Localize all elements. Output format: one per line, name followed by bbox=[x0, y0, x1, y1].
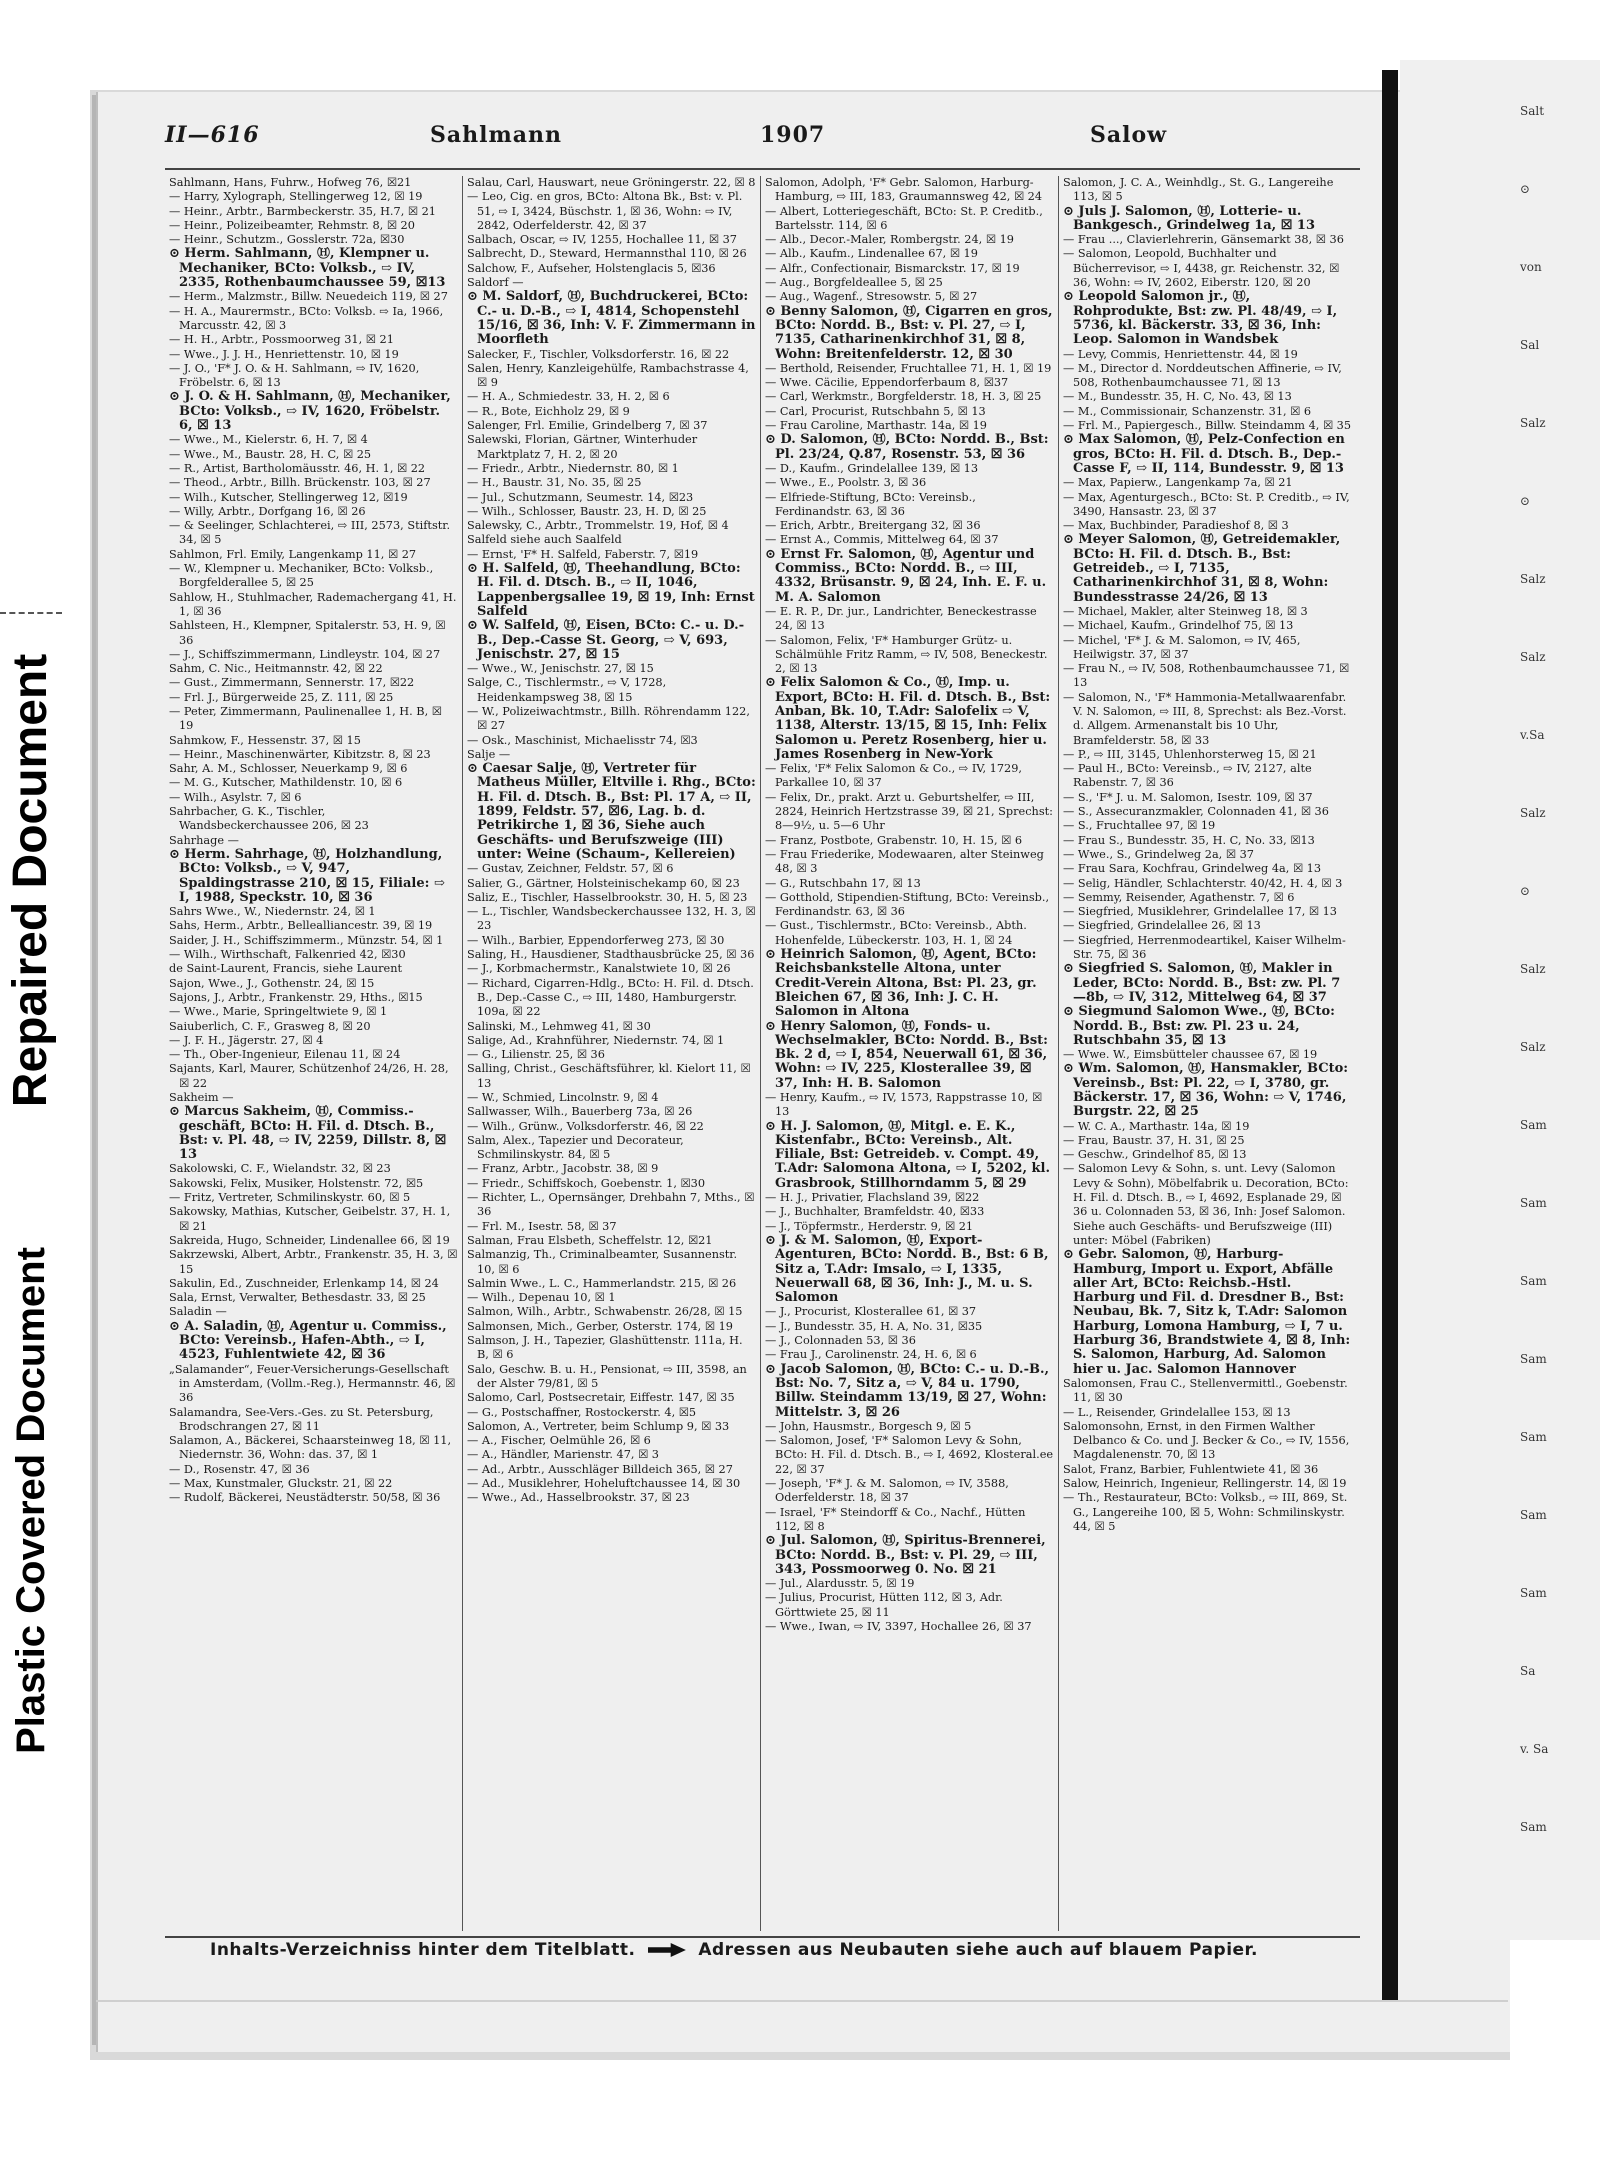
directory-entry: — Salomon, Josef, 'F* Salomon Levy & Sohn, BCto: H. Fil. d. Dtsch. B., ⇨ I, 4692, Klosteral.ee 22, ☒ 37 bbox=[765, 1434, 1054, 1476]
directory-entry: Sala, Ernst, Verwalter, Bethesdastr. 33, ☒ 25 bbox=[169, 1291, 426, 1305]
footer-address-note: Adressen aus Neubauten siehe auch auf blauem Papier. bbox=[698, 1940, 1258, 1960]
directory-entry: ⊙ Benny Salomon, Ⓗ, Cigarren en gros, BCto: Nordd. B., Bst: v. Pl. 27, ⇨ I, 7135, Catharinenkirchhof 31, ☒ 8, Wohn: Breitenfelderstr. 12, ☒ 30 bbox=[765, 304, 1053, 362]
directory-entry: — Leo, Cig. en gros, BCto: Altona Bk., Bst: v. Pl. 51, ⇨ I, 3424, Büschstr. 1, ☒ 36, Wohn: ⇨ IV, 2842, Oderfelderstr. 42, ☒ 37 bbox=[467, 190, 743, 232]
directory-entry: — R., Artist, Bartholomäusstr. 46, H. 1, ☒ 22 bbox=[169, 461, 426, 475]
directory-entry: Sahlmann, Hans, Fuhrw., Hofweg 76, ☒21 bbox=[169, 176, 412, 189]
directory-entry: — S., Assecuranzmakler, Colonnaden 41, ☒ 36 bbox=[1063, 805, 1329, 819]
page-binding-edge bbox=[1382, 70, 1398, 2000]
directory-entry: — H., Baustr. 31, No. 35, ☒ 25 bbox=[467, 476, 642, 490]
pointing-hand-icon bbox=[648, 1943, 686, 1957]
directory-entry: — Frau Caroline, Marthastr. 14a, ☒ 19 bbox=[765, 419, 987, 433]
directory-entry: — Jul., Schutzmann, Seumestr. 14, ☒23 bbox=[467, 490, 694, 504]
directory-entry: ⊙ A. Saladin, Ⓗ, Agentur u. Commiss., BCto: Vereinsb., Hafen-Abth., ⇨ I, 4523, Fuhlentwiete 42, ☒ 36 bbox=[169, 1319, 447, 1363]
directory-entry: ⊙ Henry Salomon, Ⓗ, Fonds- u. Wechselmakler, BCto: Nordd. B., Bst: Bk. 2 d, ⇨ I, 854, Neuerwall 61, ☒ 36, Wohn: ⇨ IV, 225, Klosterallee 39, ☒ 37, Inh: H. B. Salomon bbox=[765, 1019, 1048, 1091]
directory-entry: — J., Colonnaden 53, ☒ 36 bbox=[765, 1334, 916, 1348]
directory-entry: — Selig, Händler, Schlachterstr. 40/42, H. 4, ☒ 3 bbox=[1063, 876, 1343, 890]
directory-entry: — Harry, Xylograph, Stellingerweg 12, ☒ 19 bbox=[169, 190, 423, 204]
directory-entry: Salmonsen, Mich., Gerber, Osterstr. 174, ☒ 19 bbox=[467, 1319, 733, 1333]
directory-entry: — J., Schiffszimmermann, Lindleystr. 104, ☒ 27 bbox=[169, 647, 441, 661]
directory-entry: — Frl. J., Bürgerweide 25, Z. 111, ☒ 25 bbox=[169, 690, 394, 704]
directory-entry: Salman, Frau Elsbeth, Scheffelstr. 12, ☒21 bbox=[467, 1233, 713, 1247]
directory-entry: — Aug., Borgfeldeallee 5, ☒ 25 bbox=[765, 276, 943, 290]
directory-entry: Sakowski, Felix, Musiker, Holstenstr. 72, ☒5 bbox=[169, 1176, 424, 1190]
directory-entry: — Wwe., J. J. H., Henriettenstr. 10, ☒ 19 bbox=[169, 347, 399, 361]
directory-entry: — Elfriede-Stiftung, BCto: Vereinsb., Ferdinandstr. 63, ☒ 36 bbox=[765, 490, 976, 518]
footer-rule bbox=[165, 1936, 1360, 1938]
directory-entry: Sakrzewski, Albert, Arbtr., Frankenstr. 35, H. 3, ☒ 15 bbox=[169, 1248, 458, 1276]
page-header bbox=[160, 122, 1460, 158]
directory-entry: ⊙ W. Salfeld, Ⓗ, Eisen, BCto: C.- u. D.-B., Dep.-Casse St. Georg, ⇨ V, 693, Jenischstr. 27, ☒ 15 bbox=[467, 619, 745, 662]
directory-entry: — J., Töpfermstr., Herderstr. 9, ☒ 21 bbox=[765, 1219, 974, 1233]
directory-entry: — Salomon, Leopold, Buchhalter und Bücherrevisor, ⇨ I, 4438, gr. Reichenstr. 32, ☒ 36, Wohn: ⇨ IV, 2602, Eiberstr. 120, ☒ 20 bbox=[1063, 247, 1340, 290]
adjacent-page-fragment: ⊙ bbox=[1520, 884, 1531, 898]
directory-entry: — Jul., Alardusstr. 5, ☒ 19 bbox=[765, 1577, 915, 1591]
directory-entry: — Gustav, Zeichner, Feldstr. 57, ☒ 6 bbox=[467, 862, 674, 876]
directory-entry: ⊙ Jacob Salomon, Ⓗ, BCto: C.- u. D.-B., Bst: No. 7, Sitz a, ⇨ V, 84 u. 1790, Billw. Steindamm 13/19, ☒ 27, Wohn: Mittelstr. 3, ☒ 26 bbox=[765, 1362, 1050, 1420]
directory-entry: Salinski, M., Lehmweg 41, ☒ 30 bbox=[467, 1019, 651, 1033]
directory-entry: — Wwe. W., Eimsbütteler chaussee 67, ☒ 19 bbox=[1063, 1048, 1318, 1062]
directory-entry: — J., Bundesstr. 35, H. A, No. 31, ☒35 bbox=[765, 1319, 983, 1333]
directory-entry: — Henry, Kaufm., ⇨ IV, 1573, Rappstrasse 10, ☒ 13 bbox=[765, 1091, 1043, 1119]
directory-entry: — Siegfried, Grindelallee 26, ☒ 13 bbox=[1063, 919, 1261, 933]
directory-entry: Salenger, Frl. Emilie, Grindelberg 7, ☒ 37 bbox=[467, 419, 708, 433]
directory-entry: ⊙ Max Salomon, Ⓗ, Pelz-Confection en gros, BCto: H. Fil. d. Dtsch. B., Dep.-Casse F, ⇨ II, 114, Bundesstr. 9, ☒ 13 bbox=[1063, 433, 1345, 476]
directory-entry: — Joseph, 'F* J. & M. Salomon, ⇨ IV, 3588, Oderfelderstr. 18, ☒ 37 bbox=[765, 1477, 1009, 1505]
adjacent-page-fragment: Salz bbox=[1520, 572, 1546, 586]
directory-entry: — P., ⇨ III, 3145, Uhlenhorsterweg 15, ☒ 21 bbox=[1063, 747, 1317, 761]
directory-entry: — Wilh., Barbier, Eppendorferweg 273, ☒ 30 bbox=[467, 933, 725, 947]
directory-entry: Sakolowski, C. F., Wielandstr. 32, ☒ 23 bbox=[169, 1162, 391, 1176]
directory-entry: — J., Korbmachermstr., Kanalstwiete 10, ☒ 26 bbox=[467, 962, 731, 976]
scan-bottom-edge bbox=[96, 2000, 1508, 2002]
directory-entry: — W., Schmied, Lincolnstr. 9, ☒ 4 bbox=[467, 1091, 659, 1104]
directory-entry: — Wilh., Grünw., Volksdorferstr. 46, ☒ 22 bbox=[467, 1119, 704, 1133]
directory-entry: — Michael, Kaufm., Grindelhof 75, ☒ 13 bbox=[1063, 619, 1294, 633]
directory-entry: Salomon, Adolph, 'F* Gebr. Salomon, Harburg-Hamburg, ⇨ III, 183, Graumannsweg 42, ☒ 24 bbox=[765, 176, 1043, 204]
directory-entry: — L., Reisender, Grindelallee 153, ☒ 13 bbox=[1063, 1405, 1291, 1419]
directory-entry: — Franz, Arbtr., Jacobstr. 38, ☒ 9 bbox=[467, 1162, 659, 1176]
directory-entry: — Semmy, Reisender, Agathenstr. 7, ☒ 6 bbox=[1063, 890, 1295, 904]
directory-entry: — G., Postschaffner, Rostockerstr. 4, ☒5 bbox=[467, 1405, 697, 1419]
directory-entry: — Wwe., S., Grindelweg 2a, ☒ 37 bbox=[1063, 847, 1254, 861]
directory-entry: — Wilh., Schlosser, Baustr. 23, H. D, ☒ 25 bbox=[467, 504, 707, 518]
directory-entry: Salomon, J. C. A., Weinhdlg., St. G., Langereihe 113, ☒ 5 bbox=[1063, 176, 1334, 204]
directory-entry: ⊙ Felix Salomon & Co., Ⓗ, Imp. u. Export, BCto: H. Fil. d. Dtsch. B., Bst: Anban, Bk. 10, T.Adr: Salofelix ⇨ V, 1138, Alterstr. 13/15, ☒ 15, Inh: Felix Salomon u. Peretz Rosenberg, hier u. James Rosenberg in New-York bbox=[765, 676, 1051, 762]
header-rule bbox=[165, 168, 1360, 170]
directory-entry: ⊙ Siegfried S. Salomon, Ⓗ, Makler in Leder, BCto: Nordd. B., Bst: zw. Pl. 7—8b, ⇨ IV, 312, Mittelweg 64, ☒ 37 bbox=[1063, 962, 1341, 1005]
directory-entry: Sahlsteen, H., Klempner, Spitalerstr. 53, H. 9, ☒ 36 bbox=[169, 619, 446, 647]
directory-entry: ⊙ Wm. Salomon, Ⓗ, Hansmakler, BCto: Vereinsb., Bst: Pl. 22, ⇨ I, 3780, gr. Bäckerstr. 17, ☒ 36, Wohn: ⇨ V, 1746, Burgstr. 22, ☒ 25 bbox=[1063, 1062, 1349, 1120]
directory-entry: — Wwe., E., Poolstr. 3, ☒ 36 bbox=[765, 476, 927, 490]
footer-index-note: Inhalts-Verzeichniss hinter dem Titelblatt. bbox=[210, 1940, 636, 1960]
directory-entry: Salomonsohn, Ernst, in den Firmen Walther Delbanco & Co. und J. Becker & Co., ⇨ IV, 1556, Magdalenenstr. 70, ☒ 13 bbox=[1063, 1419, 1350, 1462]
directory-entry: — Carl, Procurist, Rutschbahn 5, ☒ 13 bbox=[765, 404, 986, 418]
directory-entry: — Felix, 'F* Felix Salomon & Co., ⇨ IV, 1729, Parkallee 10, ☒ 37 bbox=[765, 762, 1023, 790]
directory-entry: — A., Fischer, Oelmühle 26, ☒ 6 bbox=[467, 1434, 651, 1448]
directory-entry: — H. A., Schmiedestr. 33, H. 2, ☒ 6 bbox=[467, 390, 670, 404]
directory-entry: — Albert, Lotteriegeschäft, BCto: St. P. Creditb., Bartelsstr. 114, ☒ 6 bbox=[765, 204, 1043, 232]
adjacent-page-text bbox=[1520, 100, 1600, 1930]
directory-entry: — Frau ..., Clavierlehrerin, Gänsemarkt 38, ☒ 36 bbox=[1063, 233, 1344, 247]
directory-entry: — Heinr., Schutzm., Gosslerstr. 72a, ☒30 bbox=[169, 233, 405, 247]
adjacent-page-fragment: von bbox=[1520, 260, 1542, 274]
directory-entry: — Heinr., Maschinenwärter, Kibitzstr. 8, ☒ 23 bbox=[169, 747, 431, 761]
directory-entry: — Wilh., Wirthschaft, Falkenried 42, ☒30 bbox=[169, 948, 406, 962]
directory-entry: — Max, Agenturgesch., BCto: St. P. Creditb., ⇨ IV, 3490, Hansastr. 23, ☒ 37 bbox=[1063, 490, 1350, 518]
directory-entry: — Ernst, 'F* H. Salfeld, Faberstr. 7, ☒19 bbox=[467, 547, 699, 561]
directory-entry: Salow, Heinrich, Ingenieur, Rellingerstr. 14, ☒ 19 bbox=[1063, 1477, 1347, 1491]
directory-entry: Salbach, Oscar, ⇨ IV, 1255, Hochallee 11, ☒ 37 bbox=[467, 233, 737, 247]
directory-entry: Saider, J. H., Schiffszimmerm., Münzstr. 54, ☒ 1 bbox=[169, 933, 444, 947]
adjacent-page-fragment: Sam bbox=[1520, 1352, 1547, 1366]
directory-entry: ⊙ Gebr. Salomon, Ⓗ, Harburg-Hamburg, Import u. Export, Abfälle aller Art, BCto: Reichsb.-Hstl. Harburg und Fil. d. Dresdner B., Bst: Neubau, Bk. 7, Sitz k, T.Adr: Salomon Harburg, Lomona Hamburg, ⇨ I, 7 u. Harburg 36, Brandstwiete 4, ☒ 8, Inh: S. Salomon, Harburg, Ad. Salomon hier u. Jac. Salomon Hannover bbox=[1063, 1248, 1351, 1377]
directory-entry: ⊙ Marcus Sakheim, Ⓗ, Commiss.-geschäft, BCto: H. Fil. d. Dtsch. B., Bst: v. Pl. 48, ⇨ IV, 2259, Dillstr. 8, ☒ 13 bbox=[169, 1105, 447, 1163]
directory-entry: — Herm., Malzmstr., Billw. Neuedeich 119, ☒ 27 bbox=[169, 290, 448, 304]
directory-entry: — Siegfried, Musiklehrer, Grindelallee 17, ☒ 13 bbox=[1063, 905, 1337, 919]
directory-column-3 bbox=[761, 176, 1059, 1931]
directory-entry: Sajons, J., Arbtr., Frankenstr. 29, Hths., ☒15 bbox=[169, 990, 423, 1004]
directory-entry: — Heinr., Polizeibeamter, Rehmstr. 8, ☒ 20 bbox=[169, 218, 415, 232]
directory-entry: Sahmkow, F., Hessenstr. 37, ☒ 15 bbox=[169, 733, 361, 747]
directory-entry: Salomon, A., Vertreter, beim Schlump 9, ☒ 33 bbox=[467, 1419, 730, 1433]
directory-entry: — J. O., 'F* J. O. & H. Sahlmann, ⇨ IV, 1620, Fröbelstr. 6, ☒ 13 bbox=[169, 361, 420, 390]
directory-entry: — Gust., Zimmermann, Sennerstr. 17, ☒22 bbox=[169, 676, 415, 690]
directory-entry: — E. R. P., Dr. jur., Landrichter, Beneckestrasse 24, ☒ 13 bbox=[765, 604, 1037, 633]
directory-entry: Salo, Geschw. B. u. H., Pensionat, ⇨ III, 3598, an der Alster 79/81, ☒ 5 bbox=[467, 1362, 747, 1390]
directory-entry: — Ernst A., Commis, Mittelweg 64, ☒ 37 bbox=[765, 533, 999, 547]
adjacent-page-fragment: Sal bbox=[1520, 338, 1540, 352]
directory-entry: — Heinr., Arbtr., Barmbeckerstr. 35, H.7, ☒ 21 bbox=[169, 204, 436, 218]
directory-entry: ⊙ Meyer Salomon, Ⓗ, Getreidemakler, BCto: H. Fil. d. Dtsch. B., Bst: Getreideb., ⇨ I, 7135, Catharinenkirchhof 31, ☒ 8, Wohn: Bundesstrasse 24/26, ☒ 13 bbox=[1063, 533, 1341, 605]
directory-entry: Sakowsky, Mathias, Kutscher, Geibelstr. 37, H. 1, ☒ 21 bbox=[169, 1205, 451, 1233]
directory-entry: ⊙ Caesar Salje, Ⓗ, Vertreter für Matheus Müller, Eltville i. Rhg., BCto: H. Fil. d. Dtsch. B., Bst: Pl. 17 A, ⇨ II, 1899, Feldstr. 57, ☒6, Lag. b. d. Petrikirche 1, ☒ 36, Siehe auch Geschäfts- und Berufszweige (III) unter: Weine (Schaum-, Kellereien) bbox=[467, 762, 756, 862]
directory-entry: — G., Rutschbahn 17, ☒ 13 bbox=[765, 876, 921, 890]
directory-entry: — Franz, Postbote, Grabenstr. 10, H. 15, ☒ 6 bbox=[765, 833, 1023, 847]
directory-entry: Salmin Wwe., L. C., Hammerlandstr. 215, ☒ 26 bbox=[467, 1276, 737, 1290]
repaired-document-label: Repaired Document bbox=[4, 653, 58, 1107]
directory-entry: Salm, Alex., Tapezier und Decorateur, Schmilinskystr. 84, ☒ 5 bbox=[467, 1133, 684, 1162]
directory-entry: — Wwe., M., Kielerstr. 6, H. 7, ☒ 4 bbox=[169, 433, 368, 447]
directory-entry: — Richard, Cigarren-Hdlg., BCto: H. Fil. d. Dtsch. B., Dep.-Casse C., ⇨ III, 1480, Hamburgerstr. 109a, ☒ 22 bbox=[467, 976, 754, 1019]
directory-entry: Salbrecht, D., Steward, Hermannsthal 110, ☒ 26 bbox=[467, 247, 747, 261]
adjacent-page-fragment: Sam bbox=[1520, 1196, 1547, 1210]
directory-entry: ⊙ H. J. Salomon, Ⓗ, Mitgl. e. E. K., Kistenfabr., BCto: Vereinsb., Alt. Filiale, Bst: Getreideb. v. Compt. 49, T.Adr: Salomona Altona, ⇨ I, 5202, kl. Grasbrook, Stillhorndamm 5, ☒ 29 bbox=[765, 1119, 1051, 1191]
directory-entry: — Frau Sara, Kochfrau, Grindelweg 4a, ☒ 13 bbox=[1063, 862, 1322, 876]
directory-entry: — Theod., Arbtr., Billh. Brückenstr. 103, ☒ 27 bbox=[169, 476, 431, 490]
directory-entry: — Frau Friederike, Modewaaren, alter Steinweg 48, ☒ 3 bbox=[765, 847, 1044, 876]
directory-column-4 bbox=[1059, 176, 1357, 1931]
directory-entry: — Wwe., M., Baustr. 28, H. C, ☒ 25 bbox=[169, 447, 372, 461]
directory-entry: — M., Director d. Norddeutschen Affinerie, ⇨ IV, 508, Rothenbaumchaussee 71, ☒ 13 bbox=[1063, 361, 1342, 390]
adjacent-page-fragment: Sam bbox=[1520, 1274, 1547, 1288]
directory-entry: — Fritz, Vertreter, Schmilinskystr. 60, ☒ 5 bbox=[169, 1191, 411, 1205]
directory-entry: Sahrbacher, G. K., Tischler, Wandsbeckerchaussee 206, ☒ 23 bbox=[169, 805, 369, 833]
adjacent-page-fragment: Sam bbox=[1520, 1508, 1547, 1522]
directory-entry: — S., 'F* J. u. M. Salomon, Isestr. 109, ☒ 37 bbox=[1063, 790, 1313, 804]
directory-entry: Salmson, J. H., Tapezier, Glashüttenstr. 111a, H. B, ☒ 6 bbox=[467, 1334, 743, 1362]
directory-entry: Salomo, Carl, Postsecretair, Eiffestr. 147, ☒ 35 bbox=[467, 1391, 735, 1405]
directory-entry: — Erich, Arbtr., Breitergang 32, ☒ 36 bbox=[765, 519, 981, 533]
directory-column-1 bbox=[165, 176, 463, 1931]
directory-entry: Salewsky, C., Arbtr., Trommelstr. 19, Hof, ☒ 4 bbox=[467, 519, 729, 533]
directory-entry: — Geschw., Grindelhof 85, ☒ 13 bbox=[1063, 1148, 1247, 1162]
directory-entry: Saladin — bbox=[169, 1305, 227, 1319]
directory-entry: ⊙ Herm. Sahrhage, Ⓗ, Holzhandlung, BCto: Volksb., ⇨ V, 947, Spaldingstrasse 210, ☒ 15, Filiale: ⇨ I, 1988, Speckstr. 10, ☒ 36 bbox=[169, 847, 445, 905]
adjacent-page-fragment: ⊙ bbox=[1520, 182, 1531, 196]
directory-entry: — Salomon Levy & Sohn, s. unt. Levy (Salomon Levy & Sohn), Möbelfabrik u. Decoration, BCto: H. Fil. d. Dtsch. B., ⇨ I, 4692, Esplanade 29, ☒ 36 u. Colonnaden 53, ☒ 36, Inh: Josef Salomon. Siehe auch Geschäfts- und Berufszweige (III) unter: Möbel (Fabriken) bbox=[1063, 1162, 1349, 1247]
directory-entry: — Peter, Zimmermann, Paulinenallee 1, H. B, ☒ 19 bbox=[169, 704, 442, 733]
directory-entry: Salewski, Florian, Gärtner, Winterhuder Marktplatz 7, H. 2, ☒ 20 bbox=[467, 433, 698, 461]
adjacent-page-fragment: Salz bbox=[1520, 1040, 1546, 1054]
directory-entry: — W., Polizeiwachtmstr., Billh. Röhrendamm 122, ☒ 27 bbox=[467, 704, 750, 733]
directory-entry: — Aug., Wagenf., Stresowstr. 5, ☒ 27 bbox=[765, 290, 978, 304]
directory-entry: — W. C. A., Marthastr. 14a, ☒ 19 bbox=[1063, 1119, 1250, 1133]
directory-entry: — L., Tischler, Wandsbeckerchaussee 132, H. 3, ☒ 23 bbox=[467, 905, 756, 933]
adjacent-page-fragment: Sam bbox=[1520, 1586, 1547, 1600]
directory-entry: — Salomon, Felix, 'F* Hamburger Grütz- u. Schälmühle Fritz Ramm, ⇨ IV, 508, Beneckestr. 2, ☒ 13 bbox=[765, 633, 1048, 676]
directory-entry: Saldorf — bbox=[467, 276, 524, 290]
directory-column-2 bbox=[463, 176, 761, 1931]
directory-entry: — H. A., Maurermstr., BCto: Volksb. ⇨ Ia, 1966, Marcusstr. 42, ☒ 3 bbox=[169, 304, 444, 332]
adjacent-page-fragment: Sam bbox=[1520, 1430, 1547, 1444]
directory-entry: — Friedr., Arbtr., Niedernstr. 80, ☒ 1 bbox=[467, 461, 679, 475]
directory-entry: — Th., Ober-Ingenieur, Eilenau 11, ☒ 24 bbox=[169, 1048, 401, 1062]
page-footer bbox=[210, 1940, 1360, 1960]
directory-entry: — Gotthold, Stipendien-Stiftung, BCto: Vereinsb., Ferdinandstr. 63, ☒ 36 bbox=[765, 890, 1050, 919]
adjacent-page-fragment: Sa bbox=[1520, 1664, 1536, 1678]
directory-entry: — Friedr., Schiffskoch, Goebenstr. 1, ☒30 bbox=[467, 1176, 706, 1190]
directory-entry: — Ad., Arbtr., Ausschläger Billdeich 365, ☒ 27 bbox=[467, 1462, 733, 1476]
directory-entry: — J. F. H., Jägerstr. 27, ☒ 4 bbox=[169, 1033, 324, 1047]
directory-entry: Salier, G., Gärtner, Holsteinischekamp 60, ☒ 23 bbox=[467, 876, 740, 890]
header-last-entry: Salow bbox=[1090, 122, 1168, 148]
directory-entry: — Levy, Commis, Henriettenstr. 44, ☒ 19 bbox=[1063, 347, 1298, 361]
directory-entry: — Frl. M., Papiergesch., Billw. Steindamm 4, ☒ 35 bbox=[1063, 419, 1352, 433]
directory-entry: Sahlmon, Frl. Emily, Langenkamp 11, ☒ 27 bbox=[169, 547, 417, 561]
adjacent-page-fragment: v.Sa bbox=[1520, 728, 1545, 742]
directory-entry: Sakreida, Hugo, Schneider, Lindenallee 66, ☒ 19 bbox=[169, 1233, 450, 1247]
directory-entry: — Wwe., Iwan, ⇨ IV, 3397, Hochallee 26, ☒ 37 bbox=[765, 1619, 1032, 1633]
directory-entry: — Frau, Baustr. 37, H. 31, ☒ 25 bbox=[1063, 1133, 1245, 1147]
directory-entry: ⊙ J. O. & H. Sahlmann, Ⓗ, Mechaniker, BCto: Volksb., ⇨ IV, 1620, Fröbelstr. 6, ☒ 13 bbox=[169, 390, 451, 434]
directory-entry: Sahs, Herm., Arbtr., Bellealliancestr. 39, ☒ 19 bbox=[169, 919, 433, 933]
directory-entry: — R., Bote, Eichholz 29, ☒ 9 bbox=[467, 404, 630, 418]
directory-entry: Sakheim — bbox=[169, 1091, 234, 1104]
directory-entry: Salecker, F., Tischler, Volksdorferstr. 16, ☒ 22 bbox=[467, 347, 730, 361]
adjacent-page-fragment: ⊙ bbox=[1520, 494, 1531, 508]
directory-entry: — Max, Buchbinder, Paradieshof 8, ☒ 3 bbox=[1063, 519, 1289, 533]
directory-entry: „Salamander“, Feuer-Versicherungs-Gesellschaft in Amsterdam, (Vollm.-Reg.), Hermannstr. 46, ☒ 36 bbox=[169, 1362, 456, 1405]
directory-entry: — Frau J., Carolinenstr. 24, H. 6, ☒ 6 bbox=[765, 1348, 977, 1362]
directory-entry: ⊙ M. Saldorf, Ⓗ, Buchdruckerei, BCto: C.- u. D.-B., ⇨ I, 4814, Schopenstehl 15/16, ☒ 36, Inh: V. F. Zimmermann in Moorfleth bbox=[467, 290, 756, 348]
directory-entry: — Wilh., Depenau 10, ☒ 1 bbox=[467, 1291, 616, 1305]
directory-entry: Sahrhage — bbox=[169, 833, 239, 847]
directory-entry: Sahrs Wwe., W., Niedernstr. 24, ☒ 1 bbox=[169, 905, 376, 919]
header-year: 1907 bbox=[760, 122, 826, 148]
directory-entry: — Frl. M., Isestr. 58, ☒ 37 bbox=[467, 1219, 617, 1233]
directory-entry: — Alb., Kaufm., Lindenallee 67, ☒ 19 bbox=[765, 247, 978, 261]
directory-entry: — Willy, Arbtr., Dorfgang 16, ☒ 26 bbox=[169, 504, 366, 518]
directory-entry: — Salomon, N., 'F* Hammonia-Metallwaarenfabr. V. N. Salomon, ⇨ III, 8, Sprechst: als Bez.-Vorst. d. Allgem. Armenanstalt bis 10 Uhr, Bramfelderstr. 58, ☒ 33 bbox=[1063, 690, 1347, 747]
directory-entry: Salau, Carl, Hauswart, neue Gröningerstr. 22, ☒ 8 bbox=[467, 176, 756, 189]
directory-entry: Saling, H., Hausdiener, Stadthausbrücke 25, ☒ 36 bbox=[467, 948, 755, 962]
directory-entry: Salje — bbox=[467, 747, 511, 761]
directory-entry: — A., Händler, Marienstr. 47, ☒ 3 bbox=[467, 1448, 659, 1462]
directory-entry: — H. J., Privatier, Flachsland 39, ☒22 bbox=[765, 1191, 980, 1205]
directory-entry: — H. H., Arbtr., Possmoorweg 31, ☒ 21 bbox=[169, 333, 394, 347]
directory-entry: — Alfr., Confectionair, Bismarckstr. 17, ☒ 19 bbox=[765, 261, 1020, 275]
directory-entry: Sajants, Karl, Maurer, Schützenhof 24/26, H. 28, ☒ 22 bbox=[169, 1062, 449, 1090]
adjacent-page-fragment: Salt bbox=[1520, 104, 1545, 118]
directory-entry: Salen, Henry, Kanzleigehülfe, Rambachstrasse 4, ☒ 9 bbox=[467, 361, 749, 390]
directory-entry: — Michel, 'F* J. & M. Salomon, ⇨ IV, 465, Heilwigstr. 37, ☒ 37 bbox=[1063, 633, 1301, 661]
directory-entry: Salfeld siehe auch Saalfeld bbox=[467, 533, 622, 547]
directory-entry: — Max, Papierw., Langenkamp 7a, ☒ 21 bbox=[1063, 476, 1293, 490]
directory-entry: — W., Klempner u. Mechaniker, BCto: Volksb., Borgfelderallee 5, ☒ 25 bbox=[169, 562, 434, 590]
directory-entry: — Rudolf, Bäckerei, Neustädterstr. 50/58, ☒ 36 bbox=[169, 1491, 441, 1505]
directory-entry: ⊙ Herm. Sahlmann, Ⓗ, Klempner u. Mechaniker, BCto: Volksb., ⇨ IV, 2335, Rothenbaumchaussee 59, ☒13 bbox=[169, 247, 446, 291]
directory-entry: ⊙ J. & M. Salomon, Ⓗ, Export-Agenturen, BCto: Nordd. B., Bst: 6 B, Sitz a, T.Adr: Imsalo, ⇨ I, 1335, Neuerwall 68, ☒ 36, Inh: J., M. u. S. Salomon bbox=[765, 1233, 1049, 1306]
directory-entry: de Saint-Laurent, Francis, siehe Laurent bbox=[169, 962, 403, 976]
directory-entry: — Ad., Musiklehrer, Hoheluftchaussee 14, ☒ 30 bbox=[467, 1477, 741, 1491]
directory-entry: — Alb., Decor.-Maler, Rombergstr. 24, ☒ 19 bbox=[765, 233, 1014, 247]
directory-entry: — Wwe. Cäcilie, Eppendorferbaum 8, ☒37 bbox=[765, 376, 1009, 390]
directory-entry: — M., Commissionair, Schanzenstr. 31, ☒ 6 bbox=[1063, 404, 1312, 418]
directory-entry: — Frau N., ⇨ IV, 508, Rothenbaumchaussee 71, ☒ 13 bbox=[1063, 662, 1350, 690]
directory-entry: Sahm, C. Nic., Heitmannstr. 42, ☒ 22 bbox=[169, 662, 383, 676]
directory-entry: — J., Buchhalter, Bramfeldstr. 40, ☒33 bbox=[765, 1205, 985, 1219]
directory-entry: Salamandra, See-Vers.-Ges. zu St. Petersburg, Brodschrangen 27, ☒ 11 bbox=[169, 1405, 434, 1433]
directory-entry: Salamon, A., Bäckerei, Schaarsteinweg 18, ☒ 11, Niedernstr. 36, Wohn: das. 37, ☒ 1 bbox=[169, 1434, 452, 1462]
directory-entry: ⊙ Jul. Salomon, Ⓗ, Spiritus-Brennerei, BCto: Nordd. B., Bst: v. Pl. 29, ⇨ III, 343, Possmoorweg 0. No. ☒ 21 bbox=[765, 1534, 1046, 1577]
directory-entry: — J., Procurist, Klosterallee 61, ☒ 37 bbox=[765, 1305, 977, 1319]
directory-entry: Sahr, A. M., Schlosser, Neuerkamp 9, ☒ 6 bbox=[169, 762, 408, 776]
directory-entry: — Wilh., Kutscher, Stellingerweg 12, ☒19 bbox=[169, 490, 408, 504]
header-first-entry: Sahlmann bbox=[430, 122, 563, 148]
directory-entry: — D., Kaufm., Grindelallee 139, ☒ 13 bbox=[765, 461, 979, 475]
directory-entry: Saliz, E., Tischler, Hasselbrookstr. 30, H. 5, ☒ 23 bbox=[467, 890, 748, 904]
directory-entry: Salmon, Wilh., Arbtr., Schwabenstr. 26/28, ☒ 15 bbox=[467, 1305, 743, 1319]
directory-entry: — Siegfried, Herrenmodeartikel, Kaiser Wilhelm-Str. 75, ☒ 36 bbox=[1063, 933, 1346, 962]
directory-entry: Salling, Christ., Geschäftsführer, kl. Kielort 11, ☒ 13 bbox=[467, 1062, 751, 1090]
directory-entry: — Berthold, Reisender, Fruchtallee 71, H. 1, ☒ 19 bbox=[765, 361, 1052, 375]
adjacent-page-fragment: v. Sa bbox=[1520, 1742, 1549, 1756]
directory-entry: Salomonsen, Frau C., Stellenvermittl., Goebenstr. 11, ☒ 30 bbox=[1063, 1376, 1348, 1405]
directory-entry: — Frau S., Bundesstr. 35, H. C, No. 33, ☒13 bbox=[1063, 833, 1315, 847]
directory-entry: — Osk., Maschinist, Michaelisstr 74, ☒3 bbox=[467, 733, 698, 747]
adjacent-page-fragment: Salz bbox=[1520, 806, 1546, 820]
directory-entry: Salge, C., Tischlermstr., ⇨ V, 1728, Heidenkampsweg 38, ☒ 15 bbox=[467, 676, 667, 704]
directory-entry: — Michael, Makler, alter Steinweg 18, ☒ 3 bbox=[1063, 604, 1308, 618]
adjacent-page-fragment: Salz bbox=[1520, 416, 1546, 430]
directory-entry: — G., Lilienstr. 25, ☒ 36 bbox=[467, 1048, 605, 1062]
directory-entry: ⊙ H. Salfeld, Ⓗ, Theehandlung, BCto: H. Fil. d. Dtsch. B., ⇨ II, 1046, Lappenbergsallee 19, ☒ 19, Inh: Ernst Salfeld bbox=[467, 562, 755, 619]
directory-entry: Salmanzig, Th., Criminalbeamter, Susannenstr. 10, ☒ 6 bbox=[467, 1248, 738, 1276]
directory-entry: Salot, Franz, Barbier, Fuhlentwiete 41, ☒ 36 bbox=[1063, 1462, 1319, 1476]
directory-entry: Sallwasser, Wilh., Bauerberg 73a, ☒ 26 bbox=[467, 1105, 693, 1119]
directory-entry: Sahlow, H., Stuhlmacher, Rademachergang 41, H. 1, ☒ 36 bbox=[169, 590, 457, 618]
directory-entry: — John, Hausmstr., Borgesch 9, ☒ 5 bbox=[765, 1419, 972, 1433]
directory-entry: Salchow, F., Aufseher, Holstenglacis 5, ☒36 bbox=[467, 261, 716, 275]
directory-entry: — M., Bundesstr. 35, H. C, No. 43, ☒ 13 bbox=[1063, 390, 1292, 404]
plastic-covered-document-label: Plastic Covered Document bbox=[8, 1246, 53, 1754]
directory-entry: — Wwe., Ad., Hasselbrookstr. 37, ☒ 23 bbox=[467, 1491, 690, 1505]
directory-entry: — Th., Restaurateur, BCto: Volksb., ⇨ III, 869, St. G., Langereihe 100, ☒ 5, Wohn: Schmilinskystr. 44, ☒ 5 bbox=[1063, 1491, 1348, 1533]
directory-entry: — Felix, Dr., prakt. Arzt u. Geburtshelfer, ⇨ III, 2824, Heinrich Hertzstrasse 39, ☒ 21, Sprechst: 8—9½, u. 5—6 Uhr bbox=[765, 790, 1053, 833]
directory-entry: — D., Rosenstr. 47, ☒ 36 bbox=[169, 1462, 310, 1476]
directory-entry: Sajon, Wwe., J., Gothenstr. 24, ☒ 15 bbox=[169, 976, 375, 990]
directory-entry: ⊙ Leopold Salomon jr., Ⓗ, Rohprodukte, Bst: zw. Pl. 48/49, ⇨ I, 5736, kl. Bäckerstr. 33, ☒ 36, Inh: Leop. Salomon in Wandsbek bbox=[1063, 290, 1338, 348]
directory-entry: — & Seelinger, Schlachterei, ⇨ III, 2573, Stiftstr. 34, ☒ 5 bbox=[169, 519, 451, 547]
directory-entry: — Wwe., W., Jenischstr. 27, ☒ 15 bbox=[467, 662, 654, 676]
page-number: II—616 bbox=[165, 122, 260, 148]
directory-entry: ⊙ D. Salomon, Ⓗ, BCto: Nordd. B., Bst: Pl. 23/24, Q.87, Rosenstr. 53, ☒ 36 bbox=[765, 433, 1049, 462]
directory-entry: ⊙ Siegmund Salomon Wwe., Ⓗ, BCto: Nordd. B., Bst: zw. Pl. 23 u. 24, Rutschbahn 35, ☒ 13 bbox=[1063, 1005, 1335, 1048]
directory-entry: ⊙ Ernst Fr. Salomon, Ⓗ, Agentur und Commiss., BCto: Nordd. B., ⇨ III, 4332, Brüsanstr. 9, ☒ 24, Inh. E. F. u. M. A. Salomon bbox=[765, 547, 1047, 605]
directory-entry: — Gust., Tischlermstr., BCto: Vereinsb., Abth. Hohenfelde, Lübeckerstr. 103, H. 1, ☒ 24 bbox=[765, 919, 1027, 947]
directory-entry: — Max, Kunstmaler, Gluckstr. 21, ☒ 22 bbox=[169, 1477, 393, 1491]
directory-entry: — Richter, L., Opernsänger, Drehbahn 7, Mths., ☒ 36 bbox=[467, 1191, 755, 1219]
directory-entry: ⊙ Heinrich Salomon, Ⓗ, Agent, BCto: Reichsbankstelle Altona, unter Credit-Verein Altona, Bst: Pl. 23, gr. Bleichen 67, ☒ 36, Inh: J. C. H. Salomon in Altona bbox=[765, 948, 1037, 1020]
directory-entry: — Carl, Werkmstr., Borgfelderstr. 18, H. 3, ☒ 25 bbox=[765, 390, 1042, 404]
adjacent-page-fragment: Salz bbox=[1520, 962, 1546, 976]
directory-entry: — Israel, 'F* Steindorff & Co., Nachf., Hütten 112, ☒ 8 bbox=[765, 1505, 1026, 1533]
directory-entry: Sakulin, Ed., Zuschneider, Erlenkamp 14, ☒ 24 bbox=[169, 1276, 439, 1290]
directory-entry: — Wilh., Asylstr. 7, ☒ 6 bbox=[169, 790, 302, 804]
directory-columns bbox=[165, 176, 1360, 1931]
directory-entry: Saiuberlich, C. F., Grasweg 8, ☒ 20 bbox=[169, 1019, 371, 1033]
directory-entry: — Julius, Procurist, Hütten 112, ☒ 3, Adr. Görttwiete 25, ☒ 11 bbox=[765, 1591, 1003, 1619]
directory-entry: — M. G., Kutscher, Mathildenstr. 10, ☒ 6 bbox=[169, 776, 403, 790]
directory-entry: — Paul H., BCto: Vereinsb., ⇨ IV, 2127, alte Rabenstr. 7, ☒ 36 bbox=[1063, 762, 1312, 790]
adjacent-page-fragment: Salz bbox=[1520, 650, 1546, 664]
adjacent-page-fragment: Sam bbox=[1520, 1118, 1547, 1132]
adjacent-page-fragment: Sam bbox=[1520, 1820, 1547, 1834]
directory-entry: — Wwe., Marie, Springeltwiete 9, ☒ 1 bbox=[169, 1005, 388, 1019]
directory-entry: — S., Fruchtallee 97, ☒ 19 bbox=[1063, 819, 1216, 833]
directory-entry: ⊙ Juls J. Salomon, Ⓗ, Lotterie- u. Bankgesch., Grindelweg 1a, ☒ 13 bbox=[1063, 204, 1316, 233]
directory-entry: Salige, Ad., Krahnführer, Niedernstr. 74, ☒ 1 bbox=[467, 1033, 725, 1047]
